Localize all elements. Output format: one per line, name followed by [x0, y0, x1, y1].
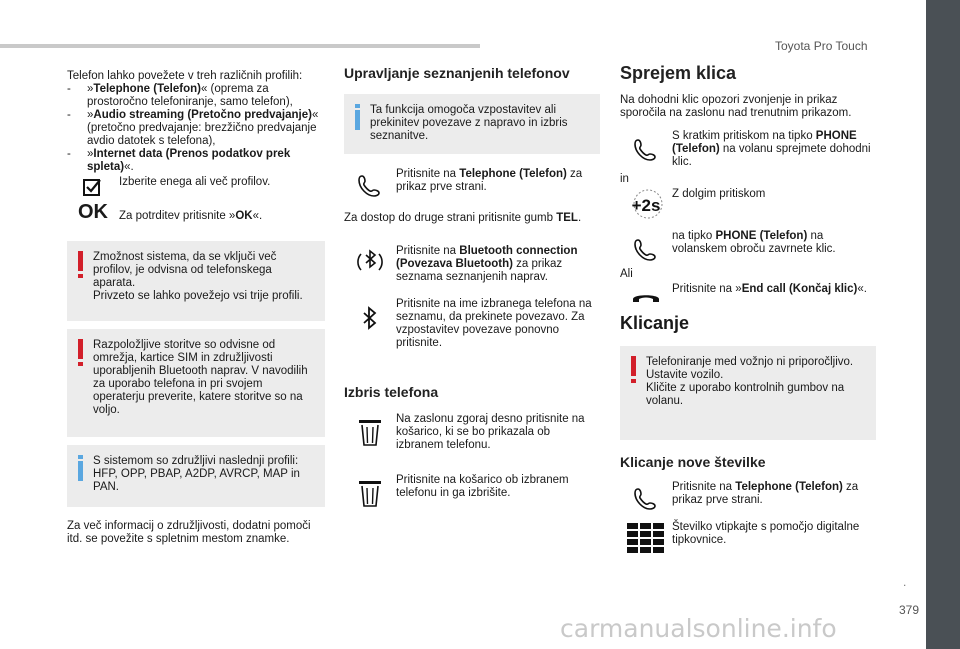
phone-icon — [620, 130, 672, 162]
section-title: Upravljanje seznanjenih telefonov — [344, 65, 570, 81]
warning-box: Telefoniranje med vožnjo ni priporočljivo. Ustavite vozilo. Kličite z uporabo kontrolnih gumbov na volanu. — [620, 346, 876, 440]
warning-icon — [631, 356, 636, 376]
list-item: - »Audio streaming (Pretočno predvajanje)« (pretočno predvajanje: brezžično predvajanje avdio datotek s telefona), — [67, 109, 325, 148]
select-step — [67, 176, 325, 198]
section-title: Sprejem klica — [620, 63, 737, 83]
phone-icon — [620, 481, 672, 511]
step-new-number-2: Številko vtipkajte s pomočjo digitalne tipkovnice. — [620, 521, 876, 553]
list-item: - »Telephone (Telefon)« (oprema za prostoročno telefoniranje, samo telefon), — [67, 83, 325, 109]
bluetooth-icon — [344, 298, 396, 334]
keypad-icon — [620, 521, 672, 553]
section-title: Izbris telefona — [344, 384, 439, 400]
profiles-intro: Telefon lahko povežete v treh različnih profilih: — [67, 70, 303, 82]
info-icon — [355, 110, 360, 130]
step-telephone: Pritisnite na Telephone (Telefon) za prikaz prve strani. — [344, 168, 600, 198]
warning-box: Zmožnost sistema, da se vključi več profilov, je odvisna od telefonskega aparata. Privzeto se lahko povežejo vsi trije profili. — [67, 241, 325, 321]
call-intro: Na dohodni klic opozori zvonjenje in prikaz sporočila na zaslonu nad trenutnim prikazom. — [620, 94, 852, 119]
info-box: S sistemom so združljivi naslednji profili: HFP, OPP, PBAP, A2DP, AVRCP, MAP in PAN. — [67, 445, 325, 507]
column-calls — [620, 63, 876, 553]
step-new-number-1: Pritisnite na Telephone (Telefon) za prikaz prve strani. — [620, 481, 876, 511]
page-number: 379 — [899, 603, 920, 617]
column-paired-phones — [344, 67, 600, 508]
tel-note: Za dostop do druge strani pritisnite gumb TEL. — [344, 212, 582, 224]
phone-icon — [344, 168, 396, 198]
watermark: carmanualsonline.info — [560, 614, 837, 643]
phone-icon — [620, 230, 672, 262]
bluetooth-connection-icon — [344, 245, 396, 279]
select-text: Izberite enega ali več profilov. — [119, 176, 271, 188]
ok-step — [67, 201, 325, 223]
step-accept: S kratkim pritiskom na tipko PHONE (Telefon) na volanu sprejmete dohodni klic. — [620, 130, 876, 169]
step-delete-1: Na zaslonu zgoraj desno pritisnite na košarico, ki se bo prikazala ob izbranem telefonu. — [344, 413, 600, 452]
warning-icon — [78, 251, 83, 271]
info-icon — [78, 461, 83, 481]
compat-outro: Za več informacij o združljivosti, dodatni pomoči itd. se povežite s spletnim mestom znamke. — [67, 520, 311, 545]
column-profiles — [67, 70, 325, 546]
connector-ali: Ali — [620, 268, 633, 280]
header-title: Toyota Pro Touch — [775, 39, 868, 53]
step-end-call: Pritisnite na »End call (Končaj klic)«. — [620, 283, 876, 305]
list-item: - »Internet data (Prenos podatkov prek spleta)«. — [67, 148, 325, 174]
end-call-icon — [620, 283, 672, 305]
svg-text:+2s: +2s — [631, 196, 661, 215]
page-dot: . — [903, 575, 907, 589]
header-rule — [0, 44, 480, 48]
warning-icon — [78, 339, 83, 359]
step-phone-name: Pritisnite na ime izbranega telefona na seznamu, da prekinete povezavo. Za vzpostavitev povezave ponovno pritisnite. — [344, 298, 600, 350]
info-box: Ta funkcija omogoča vzpostavitev ali prekinitev povezave z napravo in izbris seznanitve. — [344, 94, 600, 154]
section-title: Klicanje — [620, 313, 690, 333]
section-title: Klicanje nove številke — [620, 454, 766, 470]
page-sidebar — [926, 0, 960, 649]
step-long-press: +2s Z dolgim pritiskom — [620, 188, 876, 220]
long-press-icon — [620, 188, 672, 220]
connector-in: in — [620, 173, 629, 185]
warning-box: Razpoložljive storitve so odvisne od omrežja, kartice SIM in združljivosti uporabljenih Bluetooth naprav. V navodilih za uporabo telefona in pri svojem operaterju preverite, katere storitve so na voljo. — [67, 329, 325, 437]
profiles-list — [67, 83, 325, 174]
ok-icon: OK — [78, 201, 108, 223]
step-bluetooth-connection: Pritisnite na Bluetooth connection (Povezava Bluetooth) za prikaz seznama seznanjenih naprav. — [344, 245, 600, 284]
checkbox-edit-icon — [67, 176, 119, 198]
trash-icon — [344, 413, 396, 447]
ok-text: Za potrditev pritisnite »OK«. — [119, 210, 263, 222]
step-reject: na tipko PHONE (Telefon) na volanskem obroču zavrnete klic. — [620, 230, 876, 262]
trash-icon — [344, 474, 396, 508]
step-delete-2: Pritisnite na košarico ob izbranem telefonu in ga izbrišite. — [344, 474, 600, 508]
